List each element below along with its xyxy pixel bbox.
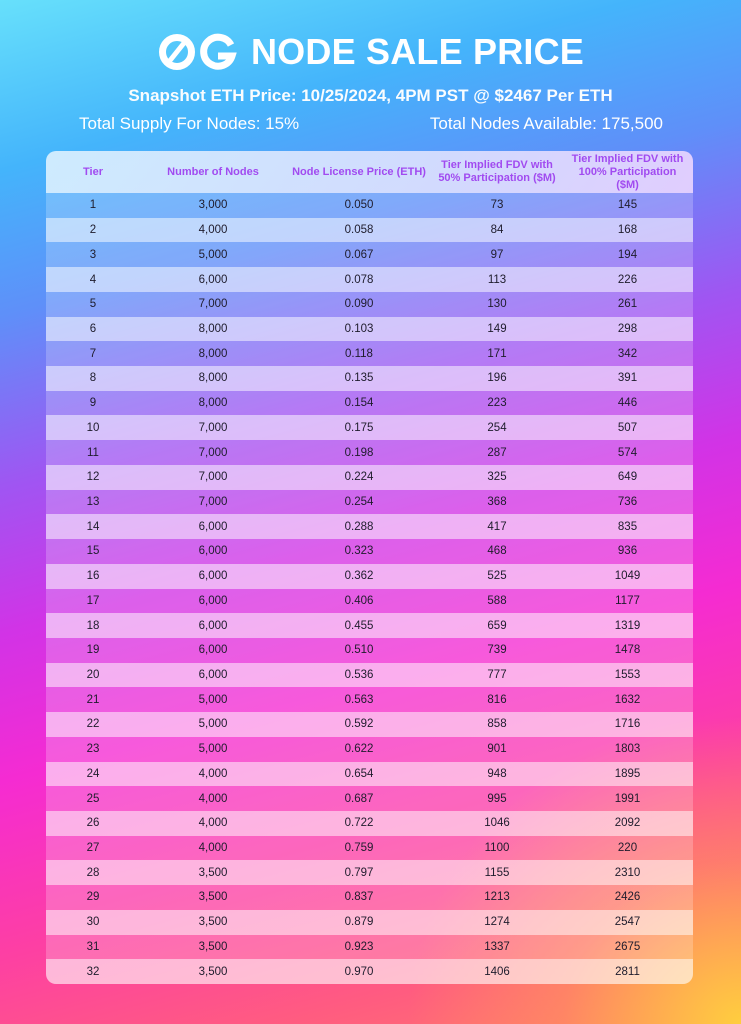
number-of-nodes-cell: 6,000 (198, 594, 228, 607)
fdv-50-cell: 1046 (484, 817, 510, 830)
number-of-nodes-cell: 7,000 (198, 298, 228, 311)
number-of-nodes-cell: 8,000 (198, 322, 228, 335)
number-of-nodes-cell: 3,500 (198, 940, 228, 953)
node-price-table (46, 151, 693, 984)
fdv-50-cell: 417 (487, 520, 507, 533)
fdv-50-cell: 73 (490, 199, 504, 212)
fdv-50-cell: 287 (487, 446, 507, 459)
table-row (46, 959, 693, 984)
fdv-50-cell: 223 (487, 397, 507, 410)
fdv-100-cell: 1632 (614, 693, 641, 706)
page-title: NODE SALE PRICE (250, 31, 585, 72)
table-row (46, 465, 693, 490)
fdv-50-cell: 588 (487, 594, 507, 607)
tier-cell: 15 (86, 545, 100, 558)
number-of-nodes-cell: 4,000 (198, 792, 228, 805)
table-row (46, 292, 693, 317)
license-price-cell: 0.455 (344, 619, 374, 632)
fdv-50-cell: 325 (487, 471, 507, 484)
table-row (46, 935, 693, 960)
fdv-100-cell: 1553 (614, 669, 641, 682)
total-nodes-text: Total Nodes Available: 175,500 (429, 114, 663, 133)
total-supply-text: Total Supply For Nodes: 15% (79, 114, 300, 133)
table-row (46, 514, 693, 539)
fdv-100-cell: 1991 (614, 792, 641, 805)
license-price-cell: 0.879 (344, 916, 374, 929)
table-row (46, 564, 693, 589)
number-of-nodes-cell: 6,000 (198, 570, 228, 583)
0g-logo-icon (157, 30, 239, 74)
fdv-100-cell: 1716 (614, 718, 641, 731)
fdv-100-cell: 220 (617, 842, 638, 855)
fdv-50-cell: 196 (487, 372, 507, 385)
column-header-fdv-100: Tier Implied FDV with 100% Participation ($M) (571, 152, 684, 191)
license-price-cell: 0.923 (344, 940, 374, 953)
tier-cell: 18 (86, 619, 100, 632)
fdv-50-cell: 858 (487, 718, 507, 731)
number-of-nodes-cell: 5,000 (198, 743, 228, 756)
table-row (46, 267, 693, 292)
fdv-100-cell: 145 (617, 199, 638, 212)
table-row (46, 539, 693, 564)
license-price-cell: 0.536 (344, 669, 374, 682)
title-row (0, 30, 741, 74)
tier-cell: 20 (86, 669, 100, 682)
fdv-50-cell: 171 (487, 347, 507, 360)
tier-cell: 4 (89, 273, 97, 286)
fdv-100-cell: 391 (617, 372, 638, 385)
tier-cell: 14 (86, 520, 100, 533)
fdv-100-cell: 1319 (614, 619, 641, 632)
tier-cell: 24 (86, 767, 100, 780)
fdv-50-cell: 1100 (484, 842, 510, 855)
fdv-100-cell: 2547 (614, 916, 641, 929)
fdv-100-cell: 1895 (614, 767, 641, 780)
fdv-100-cell: 446 (617, 397, 638, 410)
number-of-nodes-cell: 5,000 (198, 248, 228, 261)
tier-cell: 30 (86, 916, 100, 929)
license-price-cell: 0.224 (344, 471, 374, 484)
license-price-cell: 0.592 (344, 718, 374, 731)
tier-cell: 3 (89, 248, 97, 261)
number-of-nodes-cell: 6,000 (198, 545, 228, 558)
tier-cell: 31 (86, 940, 100, 953)
table-row (46, 490, 693, 515)
license-price-cell: 0.759 (344, 842, 374, 855)
fdv-50-cell: 1155 (484, 866, 510, 879)
tier-cell: 22 (86, 718, 100, 731)
number-of-nodes-cell: 3,500 (198, 916, 228, 929)
number-of-nodes-cell: 3,500 (198, 891, 228, 904)
table-row (46, 341, 693, 366)
tier-cell: 19 (86, 644, 100, 657)
fdv-50-cell: 948 (487, 767, 507, 780)
tier-cell: 1 (89, 199, 97, 212)
fdv-50-cell: 739 (487, 644, 507, 657)
fdv-50-cell: 97 (490, 248, 504, 261)
number-of-nodes-cell: 6,000 (198, 669, 228, 682)
table-row (46, 712, 693, 737)
number-of-nodes-cell: 3,500 (198, 965, 228, 978)
number-of-nodes-cell: 7,000 (198, 495, 228, 508)
table-row (46, 885, 693, 910)
license-price-cell: 0.058 (344, 224, 374, 237)
table-row (46, 589, 693, 614)
table-row (46, 242, 693, 267)
table-row (46, 440, 693, 465)
fdv-50-cell: 816 (487, 693, 507, 706)
tier-cell: 6 (89, 322, 97, 335)
number-of-nodes-cell: 7,000 (198, 471, 228, 484)
license-price-cell: 0.090 (344, 298, 374, 311)
number-of-nodes-cell: 7,000 (198, 421, 228, 434)
fdv-50-cell: 1274 (484, 916, 510, 929)
tier-cell: 11 (87, 446, 99, 459)
table-row (46, 218, 693, 243)
tier-cell: 9 (89, 397, 97, 410)
tier-cell: 26 (86, 817, 100, 830)
license-price-cell: 0.067 (344, 248, 374, 261)
table-row (46, 317, 693, 342)
tier-cell: 2 (89, 224, 97, 237)
number-of-nodes-cell: 7,000 (198, 446, 228, 459)
number-of-nodes-cell: 6,000 (198, 273, 228, 286)
license-price-cell: 0.563 (344, 693, 374, 706)
number-of-nodes-cell: 6,000 (198, 644, 228, 657)
fdv-100-cell: 936 (617, 545, 638, 558)
fdv-100-cell: 574 (617, 446, 638, 459)
tier-cell: 17 (86, 594, 100, 607)
number-of-nodes-cell: 8,000 (198, 397, 228, 410)
license-price-cell: 0.175 (344, 421, 374, 434)
number-of-nodes-cell: 4,000 (198, 842, 228, 855)
table-row (46, 193, 693, 218)
license-price-cell: 0.622 (344, 743, 374, 756)
fdv-100-cell: 835 (617, 520, 638, 533)
fdv-100-cell: 1478 (614, 644, 641, 657)
fdv-50-cell: 254 (487, 421, 507, 434)
fdv-100-cell: 507 (617, 421, 638, 434)
tier-cell: 7 (89, 347, 97, 360)
table-row (46, 391, 693, 416)
fdv-100-cell: 2426 (614, 891, 641, 904)
license-price-cell: 0.323 (344, 545, 374, 558)
number-of-nodes-cell: 4,000 (198, 224, 228, 237)
table-row (46, 638, 693, 663)
license-price-cell: 0.362 (344, 570, 374, 583)
tier-cell: 16 (86, 570, 100, 583)
fdv-50-cell: 525 (487, 570, 507, 583)
tier-cell: 13 (86, 495, 100, 508)
table-row (46, 910, 693, 935)
column-header-fdv-50: Tier Implied FDV with 50% Participation ($M) (438, 159, 556, 184)
number-of-nodes-cell: 3,000 (198, 199, 228, 212)
fdv-50-cell: 468 (487, 545, 507, 558)
license-price-cell: 0.254 (344, 495, 374, 508)
fdv-100-cell: 2675 (614, 940, 641, 953)
column-header-license-price: Node License Price (ETH) (292, 165, 426, 178)
fdv-50-cell: 84 (490, 224, 504, 237)
tier-cell: 28 (86, 866, 100, 879)
fdv-50-cell: 901 (487, 743, 507, 756)
number-of-nodes-cell: 4,000 (198, 767, 228, 780)
table-row (46, 811, 693, 836)
fdv-100-cell: 342 (617, 347, 638, 360)
table-row (46, 836, 693, 861)
license-price-cell: 0.654 (344, 767, 374, 780)
fdv-100-cell: 2811 (615, 965, 640, 978)
fdv-100-cell: 1049 (614, 570, 641, 583)
number-of-nodes-cell: 4,000 (198, 817, 228, 830)
fdv-50-cell: 659 (487, 619, 507, 632)
number-of-nodes-cell: 6,000 (198, 520, 228, 533)
fdv-100-cell: 736 (617, 495, 638, 508)
number-of-nodes-cell: 5,000 (198, 718, 228, 731)
fdv-50-cell: 777 (487, 669, 507, 682)
number-of-nodes-cell: 5,000 (198, 693, 228, 706)
fdv-100-cell: 1177 (615, 594, 640, 607)
license-price-cell: 0.135 (344, 372, 374, 385)
table-row (46, 687, 693, 712)
tier-cell: 8 (89, 372, 97, 385)
number-of-nodes-cell: 3,500 (198, 866, 228, 879)
license-price-cell: 0.288 (344, 520, 374, 533)
license-price-cell: 0.797 (344, 866, 374, 879)
license-price-cell: 0.198 (344, 446, 374, 459)
license-price-cell: 0.154 (344, 397, 374, 410)
fdv-100-cell: 168 (617, 224, 638, 237)
number-of-nodes-cell: 8,000 (198, 347, 228, 360)
table-row (46, 415, 693, 440)
table-row (46, 786, 693, 811)
table-row (46, 860, 693, 885)
license-price-cell: 0.078 (344, 273, 374, 286)
table-row (46, 366, 693, 391)
fdv-100-cell: 2310 (614, 866, 641, 879)
tier-cell: 29 (86, 891, 100, 904)
number-of-nodes-cell: 8,000 (198, 372, 228, 385)
table-body (46, 193, 693, 984)
tier-cell: 25 (86, 792, 100, 805)
tier-cell: 32 (86, 965, 100, 978)
fdv-100-cell: 261 (617, 298, 638, 311)
fdv-50-cell: 1337 (484, 940, 510, 953)
tier-cell: 23 (86, 743, 100, 756)
fdv-50-cell: 995 (487, 792, 507, 805)
license-price-cell: 0.406 (344, 594, 374, 607)
license-price-cell: 0.050 (344, 199, 374, 212)
table-header-row (46, 151, 693, 193)
table-row (46, 762, 693, 787)
license-price-cell: 0.687 (344, 792, 374, 805)
node-price-table-container (46, 151, 693, 984)
license-price-cell: 0.837 (344, 891, 374, 904)
license-price-cell: 0.510 (344, 644, 374, 657)
tier-cell: 27 (86, 842, 100, 855)
tier-cell: 12 (86, 471, 100, 484)
table-row (46, 663, 693, 688)
column-header-tier: Tier (83, 165, 103, 178)
license-price-cell: 0.722 (344, 817, 374, 830)
license-price-cell: 0.970 (344, 965, 374, 978)
snapshot-price-text: Snapshot ETH Price: 10/25/2024, 4PM PST @ $2467 Per ETH (128, 86, 613, 105)
fdv-100-cell: 2092 (614, 817, 641, 830)
column-header-number-of-nodes: Number of Nodes (167, 165, 259, 178)
fdv-100-cell: 298 (617, 322, 638, 335)
fdv-100-cell: 194 (617, 248, 638, 261)
license-price-cell: 0.118 (345, 347, 373, 360)
page-header (0, 0, 741, 150)
table-row (46, 737, 693, 762)
fdv-100-cell: 226 (617, 273, 638, 286)
tier-cell: 10 (86, 421, 100, 434)
tier-cell: 21 (86, 693, 100, 706)
table-row (46, 613, 693, 638)
fdv-100-cell: 1803 (614, 743, 641, 756)
license-price-cell: 0.103 (344, 322, 374, 335)
fdv-50-cell: 1406 (484, 965, 510, 978)
fdv-50-cell: 130 (487, 298, 507, 311)
number-of-nodes-cell: 6,000 (198, 619, 228, 632)
fdv-50-cell: 113 (487, 273, 507, 286)
tier-cell: 5 (89, 298, 97, 311)
fdv-50-cell: 368 (487, 495, 507, 508)
fdv-100-cell: 649 (617, 471, 638, 484)
fdv-50-cell: 1213 (484, 891, 510, 904)
fdv-50-cell: 149 (487, 322, 507, 335)
